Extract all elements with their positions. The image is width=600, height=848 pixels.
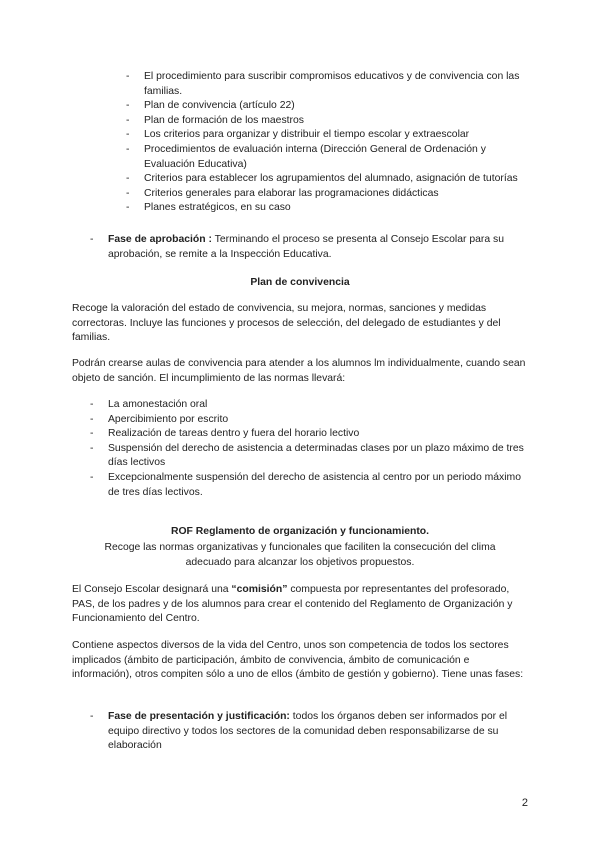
list-item: - Suspensión del derecho de asistencia a determinadas clases por un plazo máximo de tres días lectivos <box>90 442 530 471</box>
comision-term: “comisión” <box>231 584 288 595</box>
page-number: 2 <box>521 797 528 809</box>
rof-title: ROF Reglamento de organización y funcionamiento. <box>170 526 430 537</box>
list-item: - Excepcionalmente suspensión del derecho de asistencia al centro por un periodo máximo de tres días lectivos. <box>90 471 530 500</box>
fase-aprobacion-text: Terminando el proceso se presenta al Consejo Escolar para su aprobación, se remite a la Inspección Educativa. <box>108 234 505 260</box>
list-item: - Criterios para establecer los agrupamientos del alumnado, asignación de tutorías <box>126 172 526 187</box>
list-item: - Procedimientos de evaluación interna (Dirección General de Ordenación y Evaluación Educativa) <box>126 143 526 172</box>
plan-convivencia-title: Plan de convivencia <box>250 277 350 288</box>
plan-items-list <box>126 70 526 216</box>
fase-presentacion-label: Fase de presentación y justificación: <box>108 711 290 722</box>
plan-convivencia-paragraph-1: Recoge la valoración del estado de convivencia, su mejora, normas, sanciones y medidas correctoras. Incluye las funciones y procesos de selección, del delegado de estudiantes y del familias. <box>72 303 501 344</box>
rof-paragraph-2: Contiene aspectos diversos de la vida del Centro, unos son competencia de todos los sectores implicados (ámbito de participación, ámbito de convivencia, ámbito de comunicación e información), otros compiten sólo a uno de ellos (ámbito de gestión y gobierno). Tiene unas fases: <box>72 640 524 681</box>
rof-p1-start: El Consejo Escolar designará una <box>72 584 232 595</box>
list-item: - Planes estratégicos, en su caso <box>126 201 526 216</box>
rof-paragraph-1 <box>72 583 528 627</box>
list-item: - Plan de convivencia (artículo 22) <box>126 99 526 114</box>
sanctions-list <box>90 398 530 500</box>
fase-presentacion <box>90 710 528 754</box>
list-item: - La amonestación oral <box>90 398 530 413</box>
list-item: - El procedimiento para suscribir compromisos educativos y de convivencia con las familias. <box>126 70 526 99</box>
list-item: - Criterios generales para elaborar las programaciones didácticas <box>126 187 526 202</box>
fase-aprobacion-label: Fase de aprobación : <box>108 234 212 245</box>
list-item: - Plan de formación de los maestros <box>126 114 526 129</box>
rof-p1-end: compuesta por representantes del profesorado, PAS, de los padres y de los alumnos para crear el contenido del Reglamento de Organización y Funcionamiento del Centro. <box>72 584 513 625</box>
list-item: - Realización de tareas dentro y fuera del horario lectivo <box>90 427 530 442</box>
fase-presentacion-text: todos los órganos deben ser informados por el equipo directivo y todos los sectores de la comunidad deben responsabilizarse de su elaboración <box>108 711 508 752</box>
rof-subtitle: Recoge las normas organizativas y funcionales que faciliten la consecución del clima adecuado para alcanzar los objetivos propuestos. <box>104 542 496 568</box>
list-item: - Los criterios para organizar y distribuir el tiempo escolar y extraescolar <box>126 128 526 143</box>
plan-convivencia-paragraph-2: Podrán crearse aulas de convivencia para atender a los alumnos lm individualmente, cuando sean objeto de sanción. El incumplimiento de las normas llevará: <box>72 358 526 384</box>
list-item: - Apercibimiento por escrito <box>90 413 530 428</box>
fase-aprobacion <box>90 233 528 262</box>
